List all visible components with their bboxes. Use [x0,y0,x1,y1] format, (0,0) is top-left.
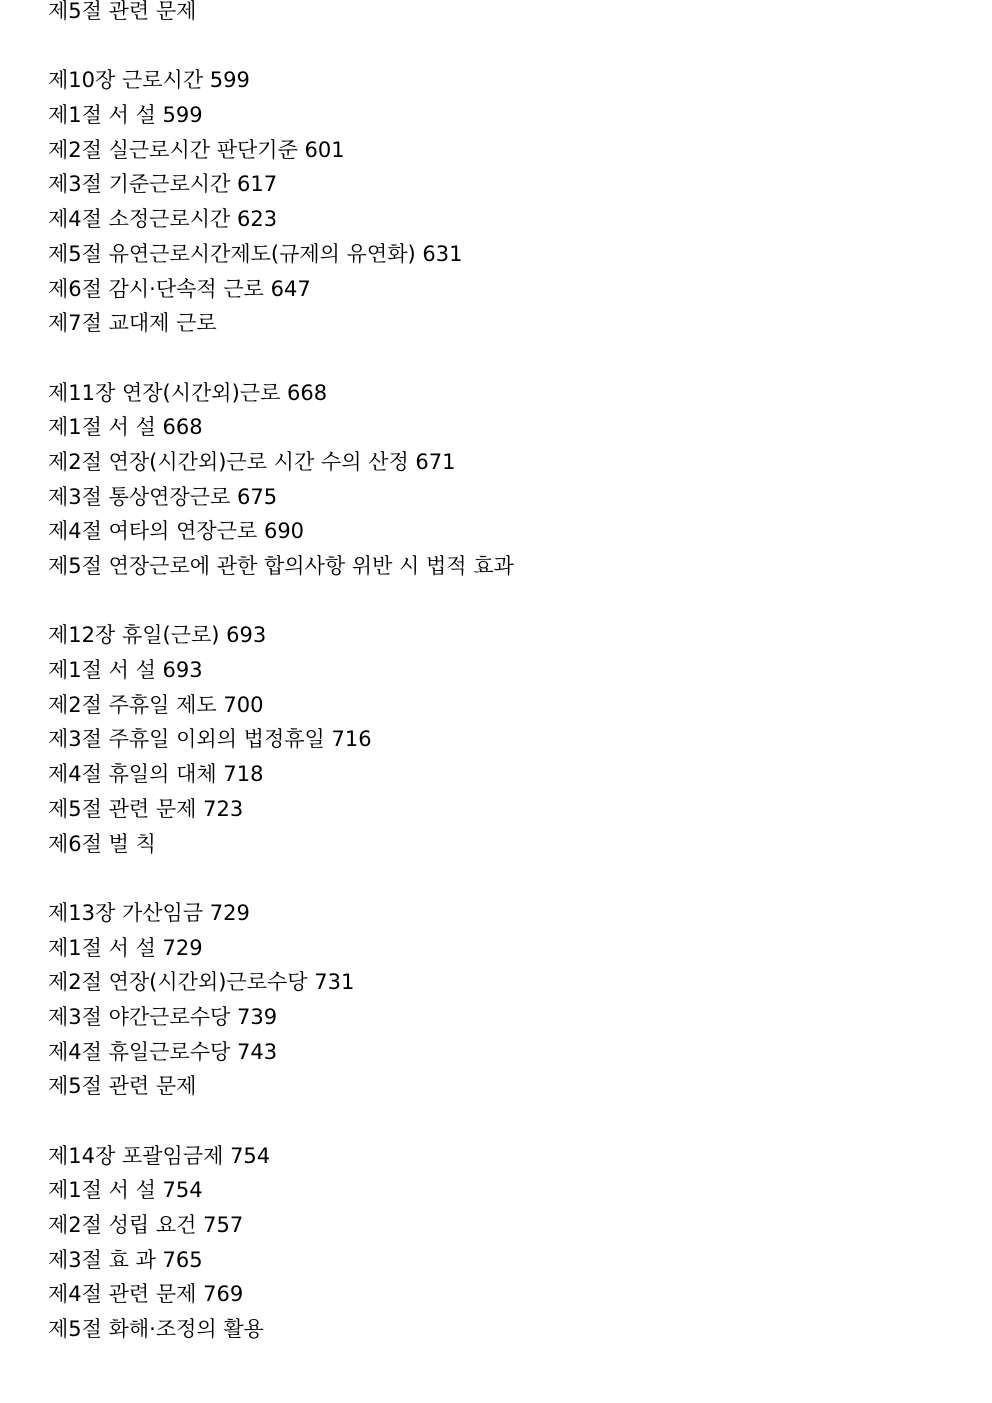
toc-section: 제2절 주휴일 제도 700 [48,692,264,717]
toc-section: 제2절 성립 요건 757 [48,1213,244,1238]
toc-chapter-title: 제10장 근로시간 599 [48,68,250,93]
toc-section: 제2절 연장(시간외)근로 시간 수의 산정 671 [48,449,456,474]
toc-section: 제2절 연장(시간외)근로수당 731 [48,970,355,995]
toc-section: 제5절 유연근로시간제도(규제의 유연화) 631 [48,241,463,266]
toc-section: 제4절 관련 문제 769 [48,1282,244,1307]
toc-section: 제3절 기준근로시간 617 [48,172,278,197]
toc-section: 제4절 소정근로시간 623 [48,207,278,232]
spacer [48,861,948,896]
toc-section: 제1절 서 설 693 [48,658,203,683]
spacer [48,341,948,376]
toc-section: 제3절 야간근로수당 739 [48,1004,278,1029]
toc-chapter-title: 제13장 가산임금 729 [48,900,250,925]
toc-section: 제5절 화해·조정의 활용 [48,1317,264,1342]
toc-section: 제3절 효 과 765 [48,1247,203,1272]
toc-chapter-title: 제14장 포괄임금제 754 [48,1143,271,1168]
toc-section: 제1절 서 설 729 [48,935,203,960]
toc-section: 제6절 감시·단속적 근로 647 [48,276,311,301]
spacer [48,29,948,64]
toc-chapter-title: 제11장 연장(시간외)근로 668 [48,380,328,405]
toc-section: 제1절 서 설 668 [48,415,203,440]
toc-section: 제3절 주휴일 이외의 법정휴일 716 [48,727,372,752]
toc-section: 제5절 관련 문제 [48,0,197,23]
toc-section: 제4절 휴일의 대체 718 [48,762,264,787]
toc-section: 제5절 관련 문제 [48,1074,197,1099]
toc-section: 제4절 여타의 연장근로 690 [48,519,305,544]
toc-section: 제6절 벌 칙 [48,831,156,856]
toc-chapter-title: 제12장 휴일(근로) 693 [48,623,267,648]
toc-section: 제5절 연장근로에 관한 합의사항 위반 시 법적 효과 [48,554,514,578]
toc-section: 제2절 실근로시간 판단기준 601 [48,137,345,162]
toc-section: 제1절 서 설 754 [48,1178,203,1203]
table-of-contents [48,0,948,1347]
toc-section: 제7절 교대제 근로 [48,311,217,336]
toc-section: 제3절 통상연장근로 675 [48,484,278,509]
spacer [48,1104,948,1139]
toc-section: 제5절 관련 문제 723 [48,796,244,821]
toc-section: 제1절 서 설 599 [48,103,203,128]
spacer [48,584,948,619]
toc-section: 제4절 휴일근로수당 743 [48,1039,278,1064]
